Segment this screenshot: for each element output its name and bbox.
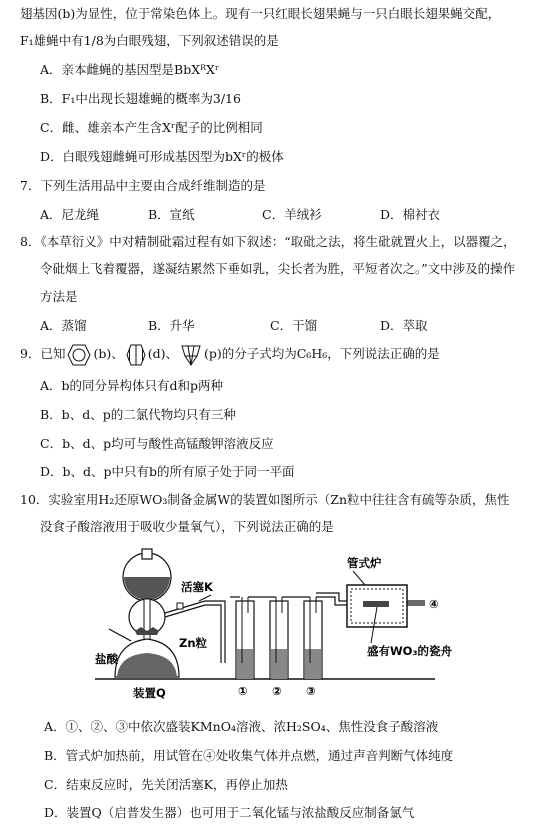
q6-option-d: D．白眼残翅雌蝇可形成基因型为bXʳ的极体 (40, 149, 284, 164)
q10-option-a: A．①、②、③中依次盛装KMnO₄溶液、浓H₂SO₄、焦性没食子酸溶液 (44, 719, 439, 734)
kipp-generator (109, 549, 205, 677)
q9-option-b: B．b、d、p的二氯代物均只有三种 (40, 407, 236, 422)
q6-option-b: B．F₁中出现长翅雄蝇的概率为3/16 (40, 91, 241, 106)
tube-3-label: ③ (306, 684, 316, 698)
benzene-structure-b-icon (67, 344, 91, 366)
q7-option-d: D．棉衬衣 (380, 207, 441, 222)
porcelain-boat (363, 601, 389, 607)
q6-option-a: A．亲本雌蝇的基因型是BbXᴿXʳ (40, 62, 220, 77)
stopcock-label: 活塞K (181, 580, 213, 594)
q9-stem (20, 343, 440, 366)
tube-1-label: ① (238, 684, 248, 698)
q8-stem-line3: 方法是 (40, 289, 78, 304)
q8-option-d: D．萃取 (380, 318, 428, 333)
acid-label: 盐酸 (95, 652, 118, 666)
q9-option-a: A．b的同分异构体只有d和p两种 (40, 378, 224, 393)
hydrogen-reduction-apparatus-figure (95, 543, 455, 703)
q10-option-d: D．装置Q（启普发生器）也可用于二氧化锰与浓盐酸反应制备氯气 (44, 805, 415, 820)
q9-tag-d: (d)、 (147, 346, 178, 361)
q7-option-b: B．宣纸 (148, 207, 195, 222)
outlet-4-label: ④ (429, 597, 439, 611)
q9-option-c: C．b、d、p均可与酸性高锰酸钾溶液反应 (40, 436, 274, 451)
q7-option-c: C．羊绒衫 (262, 207, 322, 222)
tube-2-label: ② (272, 684, 282, 698)
q6-stem-line2: F₁雄蝇中有1/8为白眼残翅，下列叙述错误的是 (20, 33, 279, 48)
q7-stem: 7．下列生活用品中主要由合成纤维制造的是 (20, 178, 266, 193)
q8-option-c: C．干馏 (270, 318, 318, 333)
washing-tube-1 (230, 597, 254, 679)
q8-option-b: B．升华 (148, 318, 195, 333)
q8-stem-line2: 令砒烟上飞着覆器，遂凝结累然下垂如乳，尖长者为胜，平短者次之。”文中涉及的操作 (40, 261, 516, 276)
dewar-benzene-structure-d-icon (126, 344, 146, 366)
q7-option-a: A．尼龙绳 (40, 207, 100, 222)
furnace-label: 管式炉 (347, 556, 382, 570)
q10-stem-line2: 没食子酸溶液用于吸收少量氧气），下列说法正确的是 (40, 519, 334, 534)
device-q-label: 装置Q (133, 686, 166, 700)
q10-option-b: B．管式炉加热前，用试管在④处收集气体并点燃，通过声音判断气体纯度 (44, 748, 454, 763)
q6-stem-line1: 翅基因(b)为显性，位于常染色体上。现有一只红眼长翅果蝇与一只白眼长翅果蝇交配， (20, 6, 501, 21)
q10-stem-line1: 10．实验室用H₂还原WO₃制备金属W的装置如图所示（Zn粒中往往含有硫等杂质，焦性 (20, 492, 510, 507)
boat-label: 盛有WO₃的瓷舟 (367, 644, 452, 658)
zn-label: Zn粒 (179, 636, 208, 650)
tube-furnace (347, 585, 407, 627)
q9-prefix: 9．已知 (20, 346, 66, 361)
q9-option-d: D．b、d、p中只有b的所有原子处于同一平面 (40, 464, 295, 479)
q9-tag-b: (b)、 (93, 346, 124, 361)
q8-stem-line1: 8．《本草衍义》中对精制砒霜过程有如下叙述：“取砒之法，将生砒就置火上，以器覆之， (20, 234, 516, 249)
q8-option-a: A．蒸馏 (40, 318, 87, 333)
q10-option-c: C．结束反应时，先关闭活塞K，再停止加热 (44, 777, 288, 792)
q9-tag-p: (p)的分子式均为C₆H₆，下列说法正确的是 (203, 346, 440, 361)
prismane-structure-p-icon (180, 344, 202, 366)
q6-option-c: C．雌、雄亲本产生含Xʳ配子的比例相同 (40, 120, 263, 135)
